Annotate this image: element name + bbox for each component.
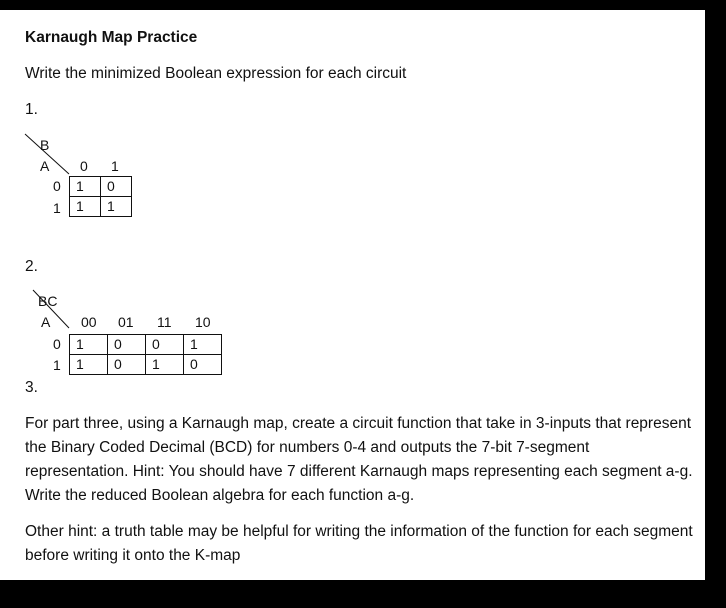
kmap-2-row-var: A (41, 314, 51, 330)
kmap-2-cell: 1 (184, 335, 222, 355)
question-3-number: 3. (25, 379, 38, 396)
kmap-2-cell: 0 (108, 335, 146, 355)
kmap-1-diagonal (25, 134, 85, 179)
question-3-hint: Other hint: a truth table may be helpful for writing the information of the function for each segment before writing it onto the K-map (25, 523, 693, 564)
kmap-2-cell: 0 (184, 355, 222, 375)
kmap-2-row-header: 0 (53, 336, 61, 352)
kmap-2-row-header: 1 (53, 357, 61, 373)
kmap-1-row-header: 1 (53, 200, 61, 216)
question-3-paragraph: For part three, using a Karnaugh map, create a circuit function that take in 3-inputs that represent the Binary Coded Decimal (BCD) for numbers 0-4 and outputs the 7-bit 7-segment representation. Hint: You should have 7 different Karnaugh maps representing each segment a-g. Write the reduced Boolean algebra for each function a-g. (25, 415, 693, 504)
kmap-1-col-var: B (40, 137, 50, 153)
kmap-2-grid (69, 334, 222, 375)
worksheet-page (0, 10, 705, 580)
kmap-1-row-var: A (40, 158, 50, 174)
kmap-1-cell: 1 (70, 177, 101, 197)
question-2-number: 2. (25, 258, 38, 275)
kmap-2-col-header: 01 (118, 314, 134, 330)
kmap-2-col-header: 00 (81, 314, 97, 330)
kmap-1-col-header: 0 (80, 158, 88, 174)
kmap-2-cell: 1 (70, 335, 108, 355)
page-title: Karnaugh Map Practice (25, 29, 198, 46)
kmap-1-row-header: 0 (53, 178, 61, 194)
kmap-1 (25, 134, 145, 224)
kmap-2-cell: 1 (70, 355, 108, 375)
kmap-1-cell: 1 (101, 197, 132, 217)
kmap-2-col-header: 11 (157, 314, 172, 330)
instruction-text: Write the minimized Boolean expression for each circuit (25, 65, 407, 82)
kmap-2-col-header: 10 (195, 314, 211, 330)
kmap-2-cell: 0 (146, 335, 184, 355)
kmap-1-col-header: 1 (111, 158, 119, 174)
kmap-1-cell: 0 (101, 177, 132, 197)
kmap-2-col-var: BC (38, 293, 58, 309)
kmap-1-cell: 1 (70, 197, 101, 217)
kmap-2-cell: 1 (146, 355, 184, 375)
kmap-1-grid (69, 176, 132, 217)
question-1-number: 1. (25, 101, 38, 118)
kmap-2-cell: 0 (108, 355, 146, 375)
kmap-2 (25, 290, 235, 380)
